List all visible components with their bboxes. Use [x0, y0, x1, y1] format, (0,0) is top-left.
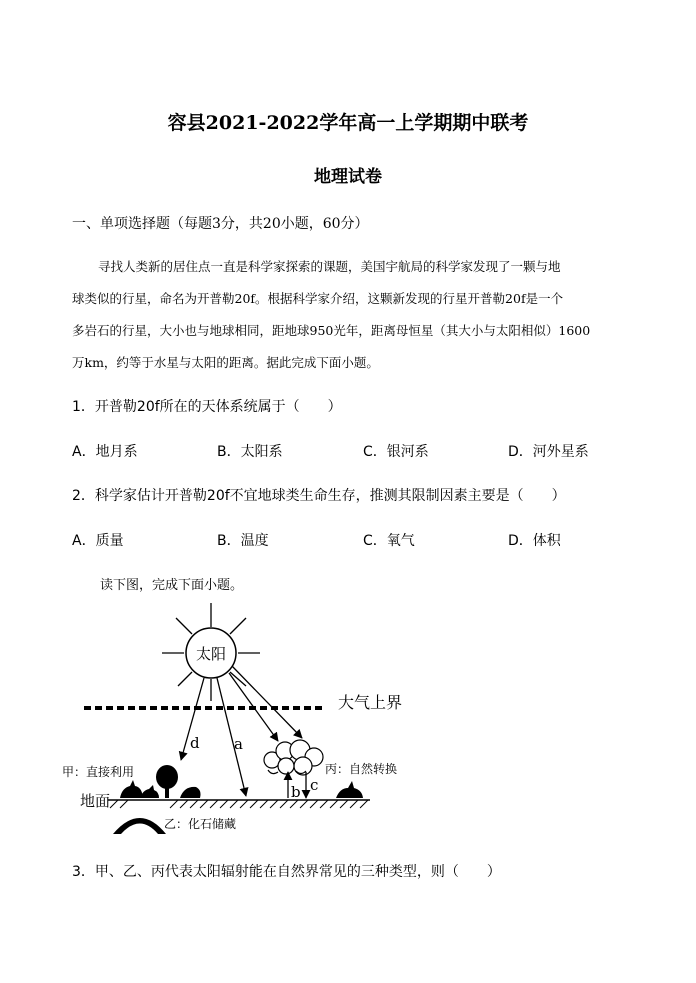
fossil-storage-icon: [113, 818, 166, 834]
label-jia: 甲：直接利用: [62, 765, 135, 779]
cloud-icon: [264, 740, 323, 775]
arrow-to-cloud-2: [232, 666, 302, 738]
passage-line-3: 多岩石的行星，大小也与地球相同，距地球950光年，距离母恒星（其大小与太阳相似）1600: [72, 323, 591, 338]
section-heading: 一、单项选择题（每题3分，共20小题，60分）: [72, 216, 369, 232]
passage-line-2: 球类似的行星，命名为开普勒20f。根据科学家介绍，这颗新发现的行星开普勒20f是一个: [72, 291, 564, 306]
sun-label: 太阳: [195, 645, 227, 663]
arrow-to-cloud: [229, 673, 278, 741]
passage-line-4: 万km，约等于水星与太阳的距离。据此完成下面小题。: [72, 355, 379, 370]
page-title: 容县2021-2022学年高一上学期期中联考: [167, 112, 529, 134]
label-bing: 丙：自然转换: [325, 762, 398, 776]
arrow-a-label: a: [234, 735, 243, 753]
question-3-stem: 3．甲、乙、丙代表太阳辐射能在自然界常见的三种类型，则（ ）: [72, 864, 501, 880]
q1-option-b: B．太阳系: [217, 444, 283, 460]
label-yi: 乙：化石储藏: [164, 817, 237, 831]
figure-instruction: 读下图，完成下面小题。: [100, 578, 244, 593]
animal-right-icon: [336, 781, 363, 798]
q2-option-b: B．温度: [217, 533, 269, 549]
arrow-c-label: c: [310, 776, 319, 794]
atmosphere-boundary-label: 大气上界: [338, 693, 403, 712]
label-ground: 地面: [80, 792, 111, 810]
q2-option-c: C．氧气: [363, 533, 415, 549]
q1-option-d: D．河外星系: [508, 444, 589, 460]
passage-line-1: 寻找人类新的居住点一直是科学家探索的课题，美国宇航局的科学家发现了一颗与地: [98, 259, 561, 274]
q2-option-d: D．体积: [508, 533, 561, 549]
solar-energy-diagram: [0, 600, 696, 850]
question-2-stem: 2．科学家估计开普勒20f不宜地球类生命生存，推测其限制因素主要是（ ）: [72, 488, 566, 504]
question-1-stem: 1．开普勒20f所在的天体系统属于（ ）: [72, 399, 342, 415]
q2-option-a: A．质量: [72, 533, 124, 549]
q1-option-a: A．地月系: [72, 444, 138, 460]
page-subtitle: 地理试卷: [314, 167, 382, 187]
ground-hatch: [110, 800, 368, 808]
reading-passage: [72, 251, 632, 379]
arrow-b-label: b: [291, 783, 301, 801]
arrow-d-label: d: [190, 734, 200, 752]
tree-icon: [156, 765, 178, 798]
q1-option-c: C．银河系: [363, 444, 429, 460]
